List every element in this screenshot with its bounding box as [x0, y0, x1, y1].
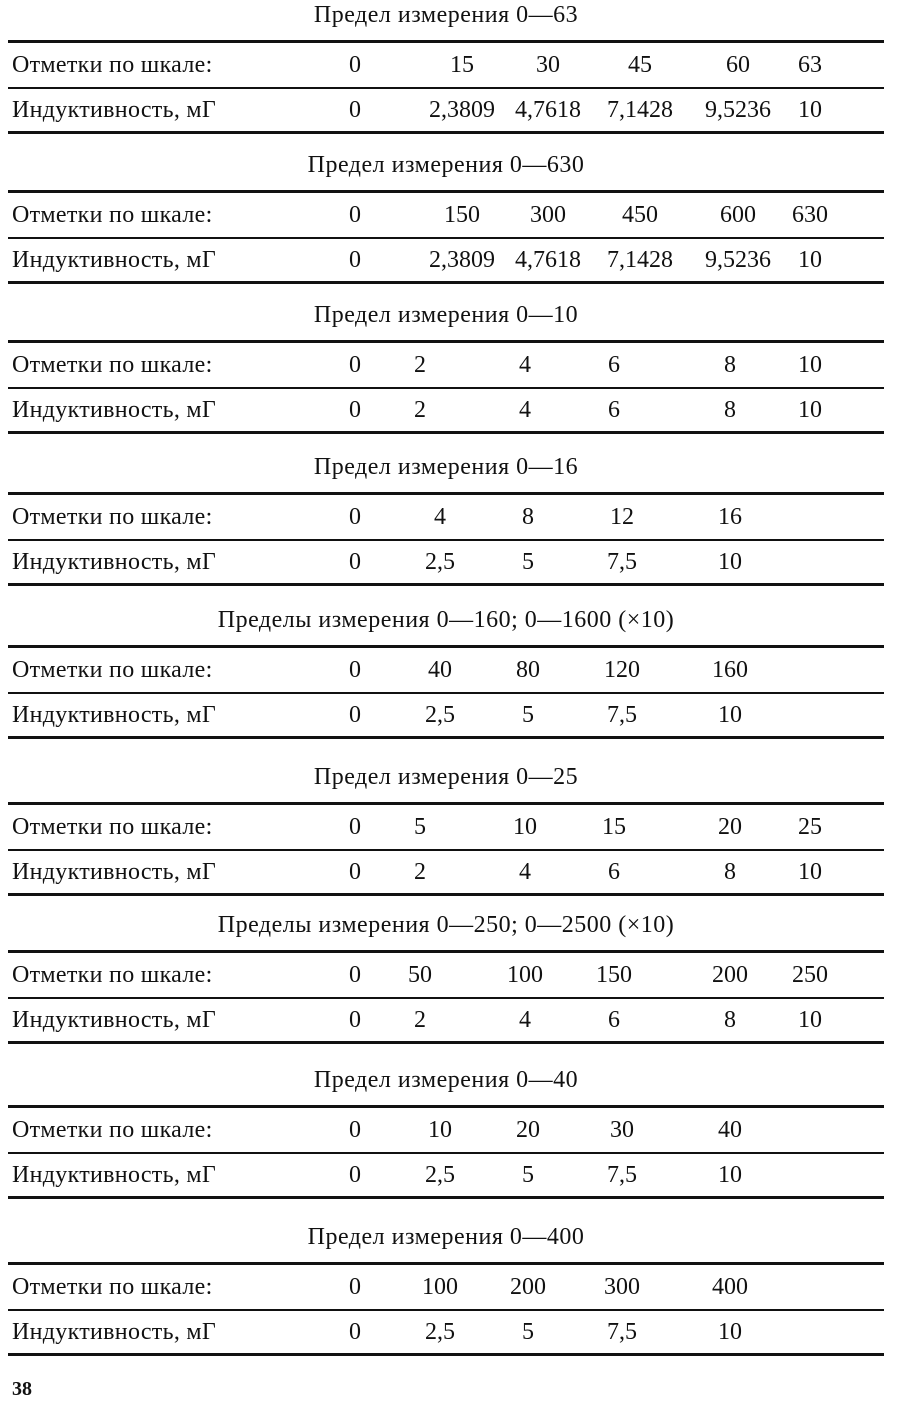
table-rule [8, 1353, 884, 1356]
scale-table [8, 605, 884, 750]
table-cell: 10 [513, 814, 537, 840]
inductance-row [8, 694, 884, 736]
inductance-label: Индуктивность, мГ [12, 549, 217, 575]
table-cell: 0 [349, 352, 361, 378]
table-cell: 20 [516, 1117, 540, 1143]
table-cell: 0 [349, 814, 361, 840]
table-cell: 2 [414, 1007, 426, 1033]
table-cell: 7,5 [607, 549, 637, 575]
table-cell: 0 [349, 1319, 361, 1345]
scale-marks-label: Отметки по шкале: [12, 814, 213, 840]
scale-marks-row [8, 44, 884, 86]
table-cell: 20 [718, 814, 742, 840]
table-rule [8, 492, 884, 495]
table-rule [8, 1196, 884, 1199]
table-cell: 2,5 [425, 549, 455, 575]
table-cell: 160 [712, 657, 748, 683]
table-cell: 150 [596, 962, 632, 988]
table-cell: 8 [724, 397, 736, 423]
table-rule [8, 802, 884, 805]
inductance-label: Индуктивность, мГ [12, 859, 217, 885]
table-cell: 6 [608, 1007, 620, 1033]
table-cell: 80 [516, 657, 540, 683]
scale-table [8, 1065, 884, 1210]
table-rule [8, 340, 884, 343]
table-cell: 400 [712, 1274, 748, 1300]
table-cell: 4 [519, 1007, 531, 1033]
table-rule [8, 40, 884, 43]
table-cell: 0 [349, 247, 361, 273]
scale-table [8, 300, 884, 445]
inductance-label: Индуктивность, мГ [12, 1319, 217, 1345]
table-caption: Пределы измерения 0—250; 0—2500 (×10) [217, 912, 675, 938]
table-cell: 4 [519, 397, 531, 423]
table-cell: 0 [349, 859, 361, 885]
table-cell: 4 [434, 504, 446, 530]
table-cell: 0 [349, 52, 361, 78]
scale-table [8, 150, 884, 295]
scale-marks-row [8, 1266, 884, 1308]
table-rule [8, 583, 884, 586]
table-cell: 4,7618 [515, 97, 581, 123]
table-cell: 2,5 [425, 1319, 455, 1345]
inductance-label: Индуктивность, мГ [12, 702, 217, 728]
table-cell: 2,3809 [429, 247, 495, 273]
table-cell: 300 [604, 1274, 640, 1300]
table-cell: 10 [798, 247, 822, 273]
scale-table [8, 762, 884, 907]
table-cell: 100 [422, 1274, 458, 1300]
table-cell: 2,5 [425, 1162, 455, 1188]
table-cell: 0 [349, 549, 361, 575]
table-cell: 8 [724, 1007, 736, 1033]
scale-marks-label: Отметки по шкале: [12, 1117, 213, 1143]
table-cell: 7,5 [607, 1162, 637, 1188]
table-cell: 0 [349, 702, 361, 728]
page-number: 38 [12, 1378, 32, 1400]
table-cell: 15 [602, 814, 626, 840]
table-cell: 30 [610, 1117, 634, 1143]
table-cell: 10 [798, 859, 822, 885]
table-cell: 6 [608, 352, 620, 378]
table-cell: 7,1428 [607, 97, 673, 123]
table-cell: 0 [349, 962, 361, 988]
table-cell: 0 [349, 1117, 361, 1143]
table-cell: 200 [712, 962, 748, 988]
scale-marks-label: Отметки по шкале: [12, 202, 213, 228]
scale-marks-row [8, 649, 884, 691]
table-cell: 200 [510, 1274, 546, 1300]
inductance-row [8, 541, 884, 583]
table-cell: 60 [726, 52, 750, 78]
scale-marks-label: Отметки по шкале: [12, 504, 213, 530]
table-cell: 40 [428, 657, 452, 683]
table-cell: 5 [522, 1162, 534, 1188]
scale-marks-row [8, 344, 884, 386]
table-cell: 5 [522, 549, 534, 575]
table-cell: 5 [522, 702, 534, 728]
scale-marks-label: Отметки по шкале: [12, 657, 213, 683]
table-cell: 9,5236 [705, 247, 771, 273]
table-cell: 300 [530, 202, 566, 228]
scale-marks-row [8, 496, 884, 538]
scale-marks-label: Отметки по шкале: [12, 1274, 213, 1300]
table-cell: 2 [414, 859, 426, 885]
table-cell: 15 [450, 52, 474, 78]
table-rule [8, 1105, 884, 1108]
table-cell: 250 [792, 962, 828, 988]
inductance-label: Индуктивность, мГ [12, 397, 217, 423]
table-cell: 50 [408, 962, 432, 988]
table-cell: 0 [349, 1162, 361, 1188]
inductance-row [8, 239, 884, 281]
table-cell: 10 [718, 1319, 742, 1345]
inductance-row [8, 851, 884, 893]
table-cell: 630 [792, 202, 828, 228]
table-cell: 25 [798, 814, 822, 840]
table-cell: 0 [349, 1274, 361, 1300]
inductance-label: Индуктивность, мГ [12, 97, 217, 123]
table-cell: 0 [349, 397, 361, 423]
table-caption: Предел измерения 0—25 [313, 764, 579, 790]
table-cell: 10 [798, 1007, 822, 1033]
scale-marks-label: Отметки по шкале: [12, 962, 213, 988]
table-cell: 45 [628, 52, 652, 78]
table-rule [8, 1041, 884, 1044]
scale-table [8, 0, 884, 145]
inductance-label: Индуктивность, мГ [12, 247, 217, 273]
table-cell: 4,7618 [515, 247, 581, 273]
table-cell: 600 [720, 202, 756, 228]
table-cell: 12 [610, 504, 634, 530]
scale-marks-label: Отметки по шкале: [12, 352, 213, 378]
inductance-row [8, 89, 884, 131]
table-cell: 150 [444, 202, 480, 228]
table-cell: 63 [798, 52, 822, 78]
table-cell: 10 [718, 702, 742, 728]
table-cell: 0 [349, 657, 361, 683]
table-rule [8, 281, 884, 284]
table-rule [8, 736, 884, 739]
table-caption: Пределы измерения 0—160; 0—1600 (×10) [217, 607, 675, 633]
table-cell: 10 [798, 97, 822, 123]
table-cell: 10 [718, 1162, 742, 1188]
table-cell: 2,5 [425, 702, 455, 728]
table-caption: Предел измерения 0—40 [313, 1067, 579, 1093]
table-cell: 10 [798, 397, 822, 423]
table-cell: 40 [718, 1117, 742, 1143]
table-caption: Предел измерения 0—63 [313, 2, 579, 28]
table-cell: 7,5 [607, 1319, 637, 1345]
table-cell: 2,3809 [429, 97, 495, 123]
table-caption: Предел измерения 0—16 [313, 454, 579, 480]
table-cell: 9,5236 [705, 97, 771, 123]
table-cell: 100 [507, 962, 543, 988]
table-caption: Предел измерения 0—400 [307, 1224, 585, 1250]
inductance-row [8, 1154, 884, 1196]
table-rule [8, 190, 884, 193]
table-cell: 2 [414, 397, 426, 423]
table-cell: 10 [798, 352, 822, 378]
table-cell: 7,5 [607, 702, 637, 728]
inductance-label: Индуктивность, мГ [12, 1162, 217, 1188]
table-cell: 6 [608, 859, 620, 885]
table-cell: 7,1428 [607, 247, 673, 273]
table-cell: 4 [519, 352, 531, 378]
table-caption: Предел измерения 0—630 [307, 152, 585, 178]
table-cell: 6 [608, 397, 620, 423]
table-cell: 450 [622, 202, 658, 228]
scale-marks-row [8, 1109, 884, 1151]
scale-table [8, 910, 884, 1055]
inductance-row [8, 1311, 884, 1353]
table-cell: 4 [519, 859, 531, 885]
table-cell: 5 [414, 814, 426, 840]
inductance-label: Индуктивность, мГ [12, 1007, 217, 1033]
scale-marks-row [8, 954, 884, 996]
table-cell: 8 [522, 504, 534, 530]
table-cell: 30 [536, 52, 560, 78]
scale-table [8, 452, 884, 597]
scale-table [8, 1222, 884, 1367]
table-rule [8, 431, 884, 434]
table-cell: 8 [724, 859, 736, 885]
table-caption: Предел измерения 0—10 [313, 302, 579, 328]
table-cell: 5 [522, 1319, 534, 1345]
inductance-row [8, 389, 884, 431]
table-rule [8, 645, 884, 648]
inductance-row [8, 999, 884, 1041]
table-rule [8, 1262, 884, 1265]
table-cell: 16 [718, 504, 742, 530]
table-cell: 10 [718, 549, 742, 575]
scale-marks-row [8, 806, 884, 848]
table-cell: 0 [349, 97, 361, 123]
table-cell: 10 [428, 1117, 452, 1143]
table-rule [8, 950, 884, 953]
table-cell: 0 [349, 202, 361, 228]
table-rule [8, 131, 884, 134]
scale-marks-row [8, 194, 884, 236]
table-cell: 0 [349, 1007, 361, 1033]
table-cell: 0 [349, 504, 361, 530]
scale-marks-label: Отметки по шкале: [12, 52, 213, 78]
table-cell: 2 [414, 352, 426, 378]
table-cell: 8 [724, 352, 736, 378]
table-cell: 120 [604, 657, 640, 683]
table-rule [8, 893, 884, 896]
